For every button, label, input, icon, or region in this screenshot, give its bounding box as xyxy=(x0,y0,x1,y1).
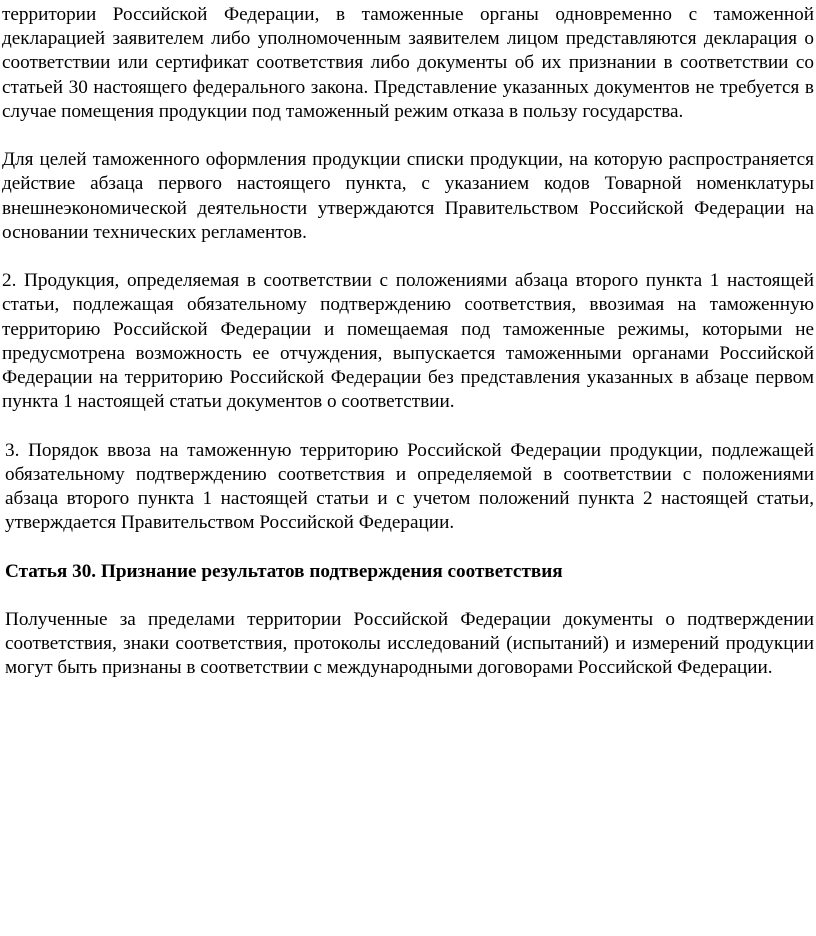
paragraph-item-3: 3. Порядок ввоза на таможенную территорию Российской Федерации продукции, подлежащей обязательному подтверждению соответствия и определяемой в соответствии с положениями абзаца второго пункта 1 настоящей статьи и с учетом положений пункта 2 настоящей статьи, утверждается Правительством Российской Федерации. xyxy=(5,439,814,534)
article-30-paragraph: Полученные за пределами территории Российской Федерации документы о подтверждении соответствия, знаки соответствия, протоколы исследований (испытаний) и измерений продукции могут быть признаны в соответствии с международными договорами Российской Федерации. xyxy=(5,609,814,679)
paragraph-product-lists: Для целей таможенного оформления продукции списки продукции, на которую распространяется действие абзаца первого настоящего пункта, с указанием кодов Товарной номенклатуры внешнеэкономической деятельности утверждаются Правительством Российской Федерации на основании технических регламентов. xyxy=(2,149,814,243)
paragraph-item-2: 2. Продукция, определяемая в соответствии с положениями абзаца второго пункта 1 настоящей статьи, подлежащая обязательному подтверждению соответствия, ввозимая на таможенную территорию Российской Федерации и помещаемая под таможенные режимы, которыми не предусмотрена возможность ее отчуждения, выпускается таможенными органами Российской Федерации на территорию Российской Федерации без представления указанных в абзаце первом пункта 1 настоящей статьи документов о соответствии. xyxy=(2,270,814,413)
article-30-heading: Статья 30. Признание результатов подтверждения соответствия xyxy=(5,560,563,582)
document-page xyxy=(2,3,814,705)
paragraph-customs-declaration: территории Российской Федерации, в таможенные органы одновременно с таможенной декларацией заявителем либо уполномоченным заявителем лицом представляются декларация о соответствии или сертификат соответствия либо документы об их признании в соответствии со статьей 30 настоящего федерального закона. Представление указанных документов не требуется в случае помещения продукции под таможенный режим отказа в пользу государства. xyxy=(2,4,814,122)
